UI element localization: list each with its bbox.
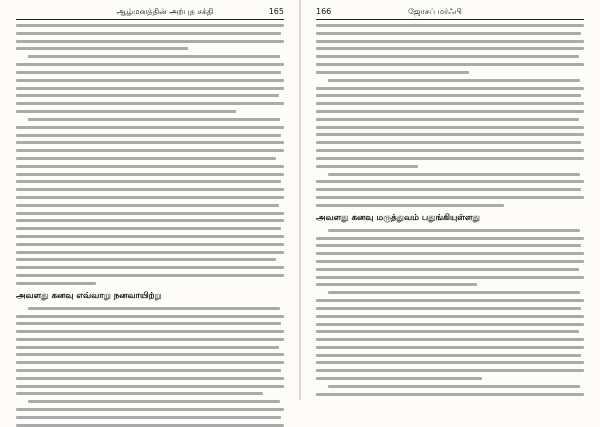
left-paragraph-2 (16, 55, 284, 113)
left-paragraph-4 (16, 307, 284, 396)
left-section-heading: அவளது கனவு எவ்வாறு நனவாயிற்று (16, 290, 162, 301)
right-paragraph-5 (316, 291, 584, 380)
left-running-head (16, 5, 284, 19)
right-paragraph-6 (316, 385, 584, 396)
right-running-head (316, 5, 584, 19)
left-page-number: 165 (268, 7, 284, 16)
left-running-head-title: ஆழ்மனத்தின் அற்புத சக்தி (116, 7, 214, 16)
right-page-number: 166 (316, 7, 332, 16)
left-paragraph-5 (16, 400, 284, 426)
left-header-rule (16, 19, 284, 20)
right-paragraph-1 (316, 24, 584, 74)
left-page (0, 0, 300, 400)
left-paragraph-1 (16, 24, 284, 50)
right-page (300, 0, 600, 400)
right-header-rule (316, 19, 584, 20)
right-paragraph-4 (316, 229, 584, 287)
right-running-head-title: ஜோசப் மர்ஃபி (408, 7, 462, 16)
left-paragraph-3 (16, 118, 284, 285)
right-section-heading: அவளது கனவு மருத்துவம் பதுங்கியுள்ளது (316, 212, 481, 223)
right-paragraph-2 (316, 79, 584, 168)
right-paragraph-3 (316, 173, 584, 207)
